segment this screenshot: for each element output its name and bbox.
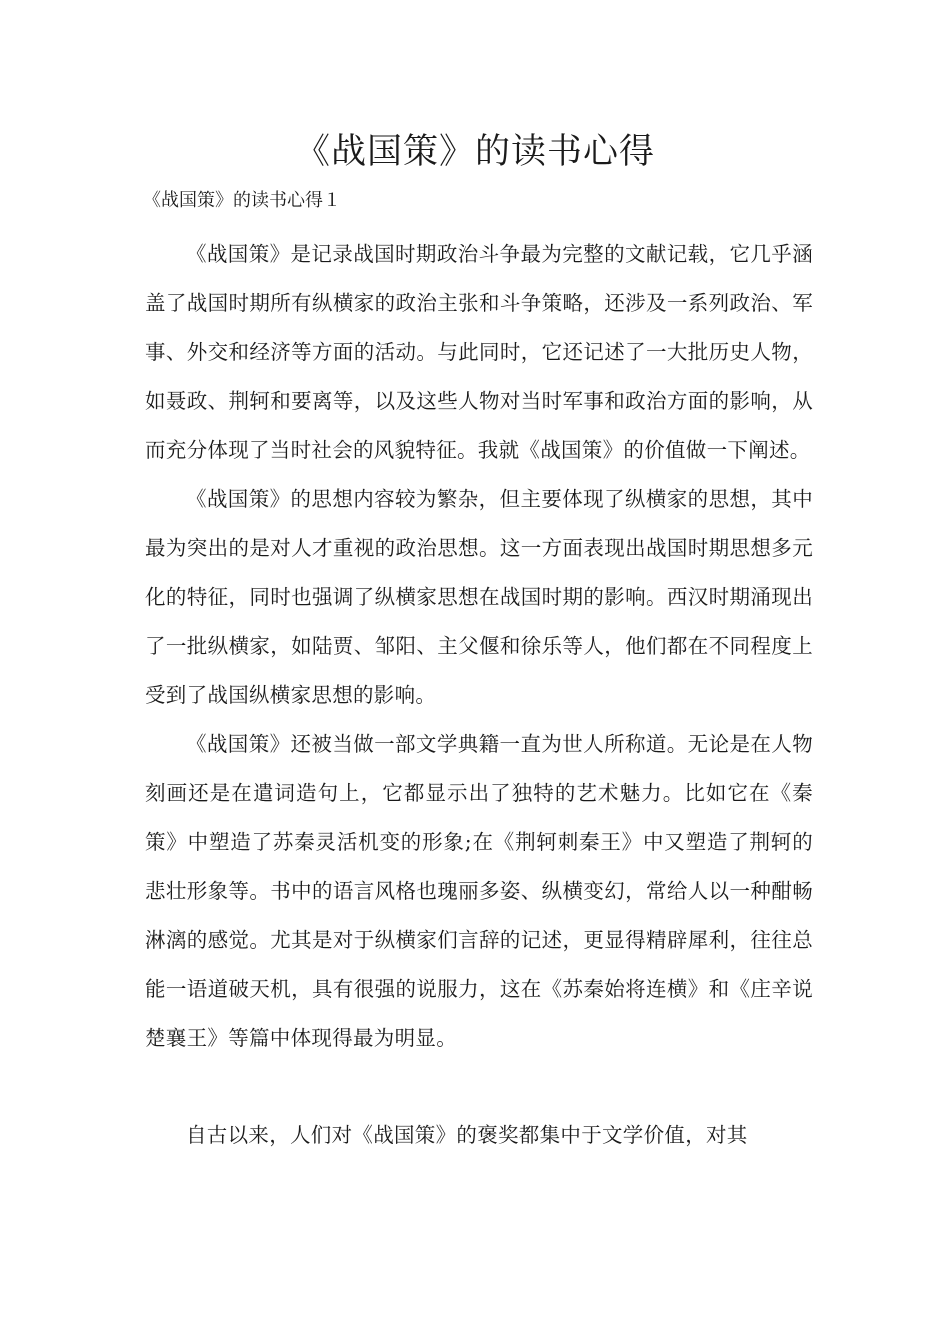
paragraph-3: 《战国策》还被当做一部文学典籍一直为世人所称道。无论是在人物刻画还是在遣词造句上，它都显示出了独特的艺术魅力。比如它在《秦策》中塑造了苏秦灵活机变的形象;在《荆轲刺秦王》中又塑造了荆轲的悲壮形象等。书中的语言风格也瑰丽多姿、纵横变幻，常给人以一种酣畅淋漓的感觉。尤其是对于纵横家们言辞的记述，更显得精辟犀利，往往总能一语道破天机，具有很强的说服力，这在《苏秦始将连横》和《庄辛说楚襄王》等篇中体现得最为明显。	[145, 732, 813, 1050]
paragraph-4: 自古以来，人们对《战国策》的褒奖都集中于文学价值，对其	[186, 1123, 748, 1147]
paragraph-1: 《战国策》是记录战国时期政治斗争最为完整的文献记载，它几乎涵盖了战国时期所有纵横家的政治主张和斗争策略，还涉及一系列政治、军事、外交和经济等方面的活动。与此同时，它还记述了一大批历史人物，如聂政、荆轲和要离等，以及这些人物对当时军事和政治方面的影响，从而充分体现了当时社会的风貌特征。我就《战国策》的价值做一下阐述。	[145, 242, 813, 462]
paragraph-2: 《战国策》的思想内容较为繁杂，但主要体现了纵横家的思想，其中最为突出的是对人才重视的政治思想。这一方面表现出战国时期思想多元化的特征，同时也强调了纵横家思想在战国时期的影响。西汉时期涌现出了一批纵横家，如陆贾、邹阳、主父偃和徐乐等人，他们都在不同程度上受到了战国纵横家思想的影响。	[145, 487, 813, 707]
document-subtitle: 《战国策》的读书心得１	[143, 190, 341, 211]
document-body	[145, 230, 813, 1160]
document-title: 《战国策》的读书心得	[294, 132, 655, 172]
